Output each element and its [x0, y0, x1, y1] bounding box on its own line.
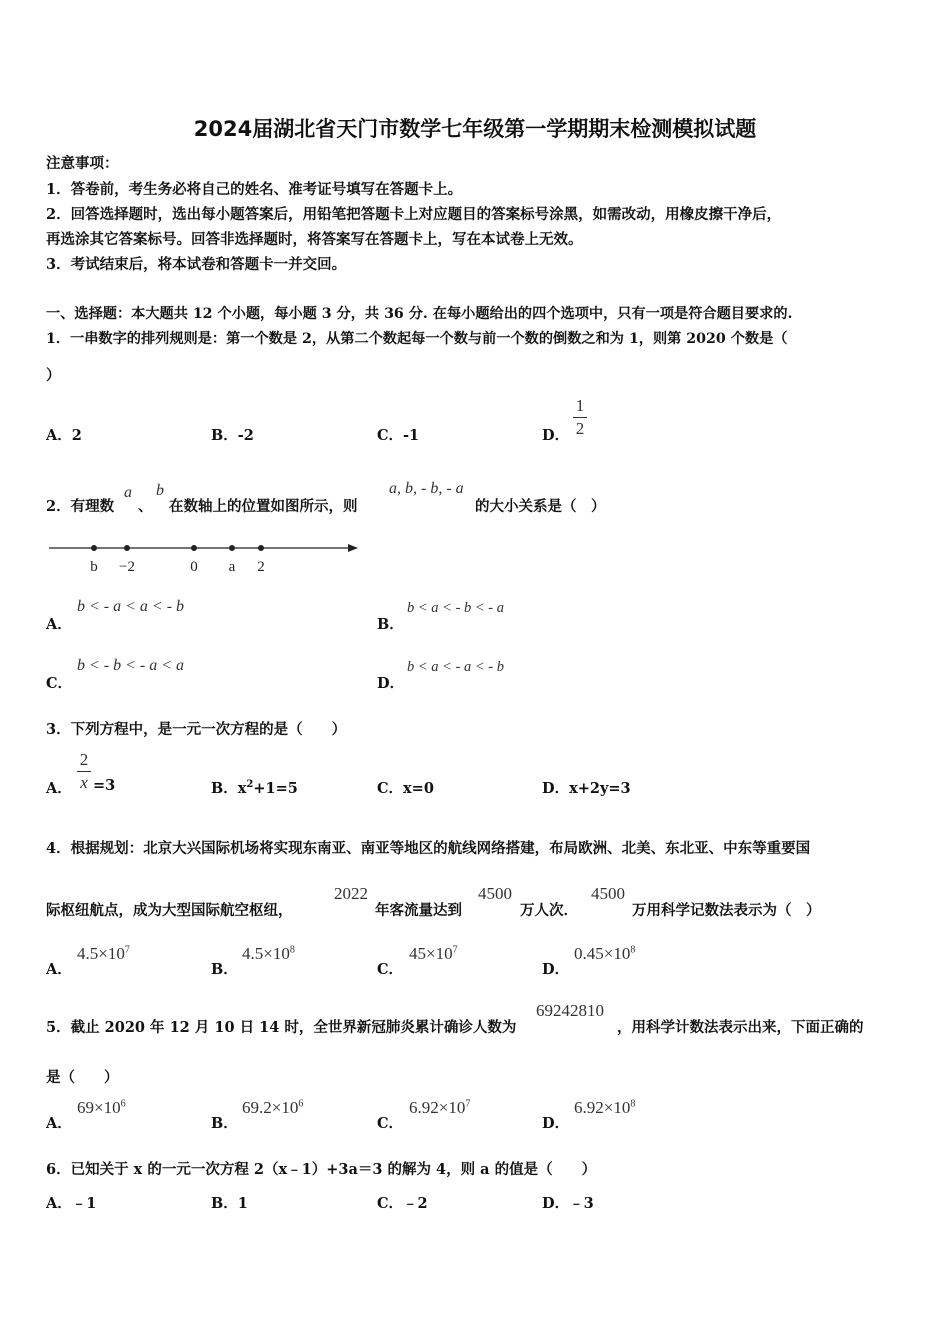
axis-label-a: a — [228, 559, 236, 575]
q1-stem: 1．一串数字的排列规则是：第一个数是 2，从第二个数起每一个数与前一个数的倒数之和为 1，则第 2020 个数是（ — [46, 331, 788, 347]
var-b: b — [156, 482, 164, 499]
q6-option-c: C．﹣2 — [377, 1195, 428, 1212]
q4-label-d: D． — [542, 961, 570, 978]
q1-option-b: B．-2 — [211, 427, 254, 444]
q1-stem-end: ） — [46, 367, 61, 384]
q4-stem-line1: 4．根据规划：北京大兴国际机场将实现东南亚、南亚等地区的航线网络搭建，布局欧洲、北美、东北亚、中东等重要国 — [46, 840, 811, 857]
q3-b-rest: +1=5 — [253, 780, 298, 797]
fraction-denominator: x — [80, 773, 88, 792]
q4-label-a: A． — [46, 961, 72, 978]
q4-number: 4500 — [478, 884, 512, 903]
q3-option-b — [211, 777, 298, 798]
q4-option-a — [77, 944, 130, 964]
q3-a-rest: =3 — [93, 777, 116, 794]
notice-item: 1．答卷前，考生务必将自己的姓名、准考证号填写在答题卡上。 — [46, 181, 463, 198]
q5-a-exponent: 6 — [120, 1098, 126, 1110]
q4-stem-part: 际枢纽航点，成为大型国际航空枢纽， — [46, 902, 293, 919]
q4-c-base: 45×10 — [409, 944, 453, 963]
q3-b-exponent: 2 — [246, 779, 254, 791]
q4-label-b: B． — [211, 961, 238, 978]
fraction-bar — [77, 771, 91, 772]
q4-a-exponent: 7 — [124, 944, 130, 956]
fraction-numerator: 2 — [79, 750, 89, 769]
q4-number: 4500 — [591, 884, 625, 903]
q4-year: 2022 — [334, 884, 368, 903]
q6-stem: 6．已知关于 x 的一元一次方程 2（x﹣1）+3a＝3 的解为 4，则 a 的值是（ ） — [46, 1161, 597, 1178]
q2-option-a: b < - a < a < - b — [77, 598, 185, 615]
q5-b-base: 69.2×10 — [242, 1098, 299, 1117]
q5-label-b: B． — [211, 1115, 238, 1132]
q4-a-base: 4.5×10 — [77, 944, 125, 963]
q5-a-base: 69×10 — [77, 1098, 121, 1117]
var-a: a — [124, 484, 132, 501]
fraction-denominator: 2 — [575, 419, 585, 438]
point-b — [91, 545, 97, 551]
q6-option-d: D．﹣3 — [542, 1195, 594, 1212]
q2-option-d: b < a < - a < - b — [407, 659, 505, 675]
q3-a-fraction — [77, 750, 91, 793]
q4-c-exponent: 7 — [452, 944, 458, 956]
q5-b-exponent: 6 — [298, 1098, 304, 1110]
q5-option-b — [242, 1098, 303, 1118]
q5-option-a — [77, 1098, 126, 1118]
q3-label-a: A． — [46, 780, 72, 797]
notice-item: 3．考试结束后，将本试卷和答题卡一并交回。 — [46, 256, 347, 273]
q5-d-base: 6.92×10 — [574, 1098, 631, 1117]
notice-item: 2．回答选择题时，选出每小题答案后，用铅笔把答题卡上对应题目的答案标号涂黑，如需改动，用橡皮擦干净后， — [46, 206, 782, 223]
q4-stem-part: 万用科学记数法表示为（ ） — [632, 902, 821, 919]
q4-option-d — [574, 944, 635, 964]
q2-label-b: B． — [377, 616, 404, 633]
q5-d-exponent: 8 — [630, 1098, 636, 1110]
q4-option-c — [409, 944, 458, 964]
page-title: 2024届湖北省天门市数学七年级第一学期期末检测模拟试题 — [193, 117, 757, 141]
q4-stem-part: 万人次． — [520, 902, 578, 919]
q3-option-d: D．x+2y=3 — [542, 780, 631, 797]
fraction-bar — [573, 417, 587, 418]
arrow-head-icon — [348, 544, 358, 552]
axis-label-b: b — [90, 559, 98, 575]
point-2 — [258, 545, 264, 551]
q5-stem-part: 5．截止 2020 年 12 月 10 日 14 时，全世界新冠肺炎累计确诊人数为 — [46, 1019, 517, 1036]
point-zero — [191, 545, 197, 551]
q3-b-base: B．x — [211, 780, 247, 797]
q1-d-fraction — [573, 396, 587, 439]
q4-d-base: 0.45×10 — [574, 944, 631, 963]
q1-option-a: A．2 — [46, 427, 82, 444]
q4-stem-part: 年客流量达到 — [375, 902, 462, 919]
q6-option-b: B．1 — [211, 1195, 248, 1212]
q5-c-base: 6.92×10 — [409, 1098, 466, 1117]
axis-label-2: 2 — [257, 559, 265, 575]
q4-option-b — [242, 944, 295, 964]
q2-label-a: A． — [46, 616, 72, 633]
q5-stem-end: 是（ ） — [46, 1069, 119, 1086]
point-a — [229, 545, 235, 551]
q2-stem-part: 的大小关系是（ ） — [475, 498, 606, 515]
q5-c-exponent: 7 — [465, 1098, 471, 1110]
q5-label-a: A． — [46, 1115, 72, 1132]
q4-label-c: C． — [377, 961, 404, 978]
q5-label-c: C． — [377, 1115, 404, 1132]
q5-number: 69242810 — [536, 1001, 604, 1020]
q5-option-c — [409, 1098, 470, 1118]
q2-label-c: C． — [46, 675, 73, 692]
q1-option-c: C．-1 — [377, 427, 420, 444]
q5-stem-part: ，用科学计数法表示出来，下面正确的 — [617, 1019, 864, 1036]
q5-label-d: D． — [542, 1115, 570, 1132]
q2-stem-part: 在数轴上的位置如图所示，则 — [169, 498, 358, 515]
q3-stem: 3．下列方程中，是一元一次方程的是（ ） — [46, 721, 347, 738]
notice-item: 再选涂其它答案标号。回答非选择题时，将答案写在答题卡上，写在本试卷上无效。 — [46, 231, 583, 248]
section-header: 一、选择题：本大题共 12 个小题，每小题 3 分，共 36 分. 在每小题给出的四个选项中，只有一项是符合题目要求的. — [46, 306, 793, 322]
q4-b-exponent: 8 — [289, 944, 295, 956]
q2-stem-part: 2．有理数 — [46, 498, 115, 515]
q2-option-c: b < - b < - a < a — [77, 657, 185, 674]
q2-label-d: D． — [377, 675, 405, 692]
q1-option-d: D． — [542, 427, 570, 444]
q6-option-a: A．﹣1 — [46, 1195, 97, 1212]
point-neg2 — [124, 545, 130, 551]
axis-label-zero: 0 — [190, 559, 198, 575]
fraction-numerator: 1 — [575, 396, 585, 415]
axis-label-neg2: −2 — [119, 559, 135, 575]
q4-d-exponent: 8 — [630, 944, 636, 956]
q2-set: a, b, - b, - a — [389, 480, 464, 497]
q5-option-d — [574, 1098, 635, 1118]
q4-b-base: 4.5×10 — [242, 944, 290, 963]
number-line — [46, 538, 366, 580]
notice-heading: 注意事项： — [46, 155, 119, 172]
q2-separator: 、 — [138, 498, 153, 515]
q3-option-c: C．x=0 — [377, 780, 434, 797]
q2-option-b: b < a < - b < - a — [407, 600, 505, 616]
